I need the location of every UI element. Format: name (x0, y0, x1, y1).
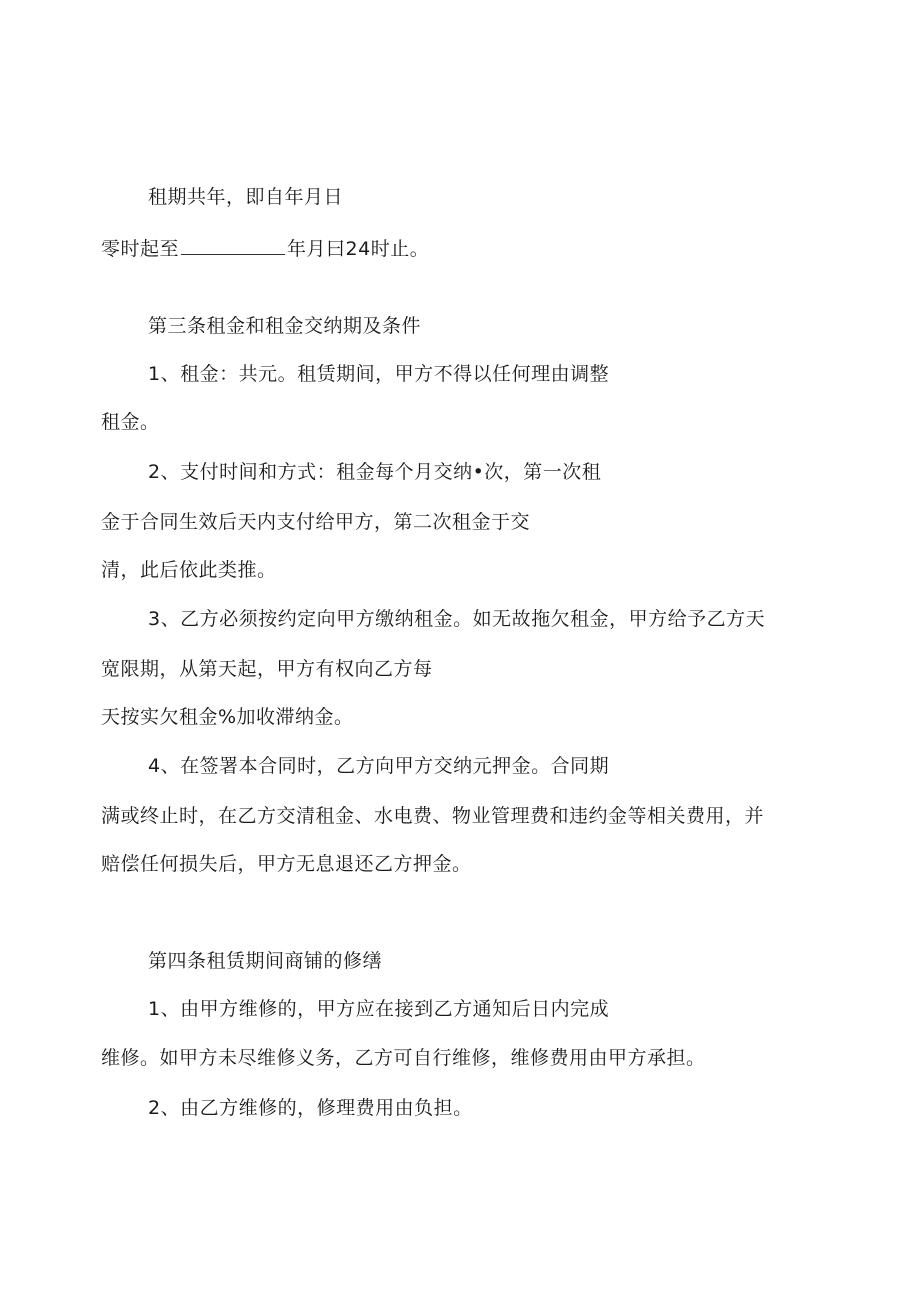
article-3-item-4-line-2: 满或终止时，在乙方交清租金、水电费、物业管理费和违约金等相关费用，并 (101, 805, 765, 827)
article-3-item-2-line-2: 金于合同生效后天内支付给甲方，第二次租金于交 (101, 511, 531, 533)
article-3-item-1-line-2: 租金。 (101, 411, 160, 433)
article-3-item-2-line-3: 清，此后依此类推。 (101, 559, 277, 581)
article-4-item-1-line-2: 维修。如甲方未尽维修义务，乙方可自行维修，维修费用由甲方承担。 (101, 1047, 706, 1069)
article-3-heading: 第三条租金和租金交纳期及条件 (148, 315, 422, 337)
term-line-2 (101, 236, 429, 261)
blank-underline (181, 236, 285, 255)
article-3-item-1-line-1: 1、租金：共元。租赁期间，甲方不得以任何理由调整 (148, 363, 610, 385)
article-3-item-3-line-3: 天按实欠租金%加收滞纳金。 (101, 706, 354, 728)
article-3-item-3-line-1: 3、乙方必须按约定向甲方缴纳租金。如无故拖欠租金，甲方给予乙方天 (148, 608, 766, 630)
article-4-item-1-line-1: 1、由甲方维修的，甲方应在接到乙方通知后日内完成 (148, 998, 610, 1020)
article-3-item-4-line-1: 4、在签署本合同时，乙方向甲方交纳元押金。合同期 (148, 755, 610, 777)
article-3-item-2-line-1: 2、支付时间和方式：租金每个月交纳•次，第一次租 (148, 461, 602, 483)
term-line-2-end: 年月曰24时止。 (287, 238, 430, 260)
article-3-item-4-line-3: 赔偿任何损失后，甲方无息退还乙方押金。 (101, 853, 472, 875)
article-4-heading: 第四条租赁期间商铺的修缮 (148, 950, 383, 972)
article-4-item-2-line-1: 2、由乙方维修的，修理费用由负担。 (148, 1097, 473, 1119)
term-line-2-start: 零时起至 (101, 238, 180, 260)
article-3-item-3-line-2: 宽限期，从第天起，甲方有权向乙方每 (101, 658, 433, 680)
term-line-1: 租期共年，即自年月日 (148, 186, 344, 208)
